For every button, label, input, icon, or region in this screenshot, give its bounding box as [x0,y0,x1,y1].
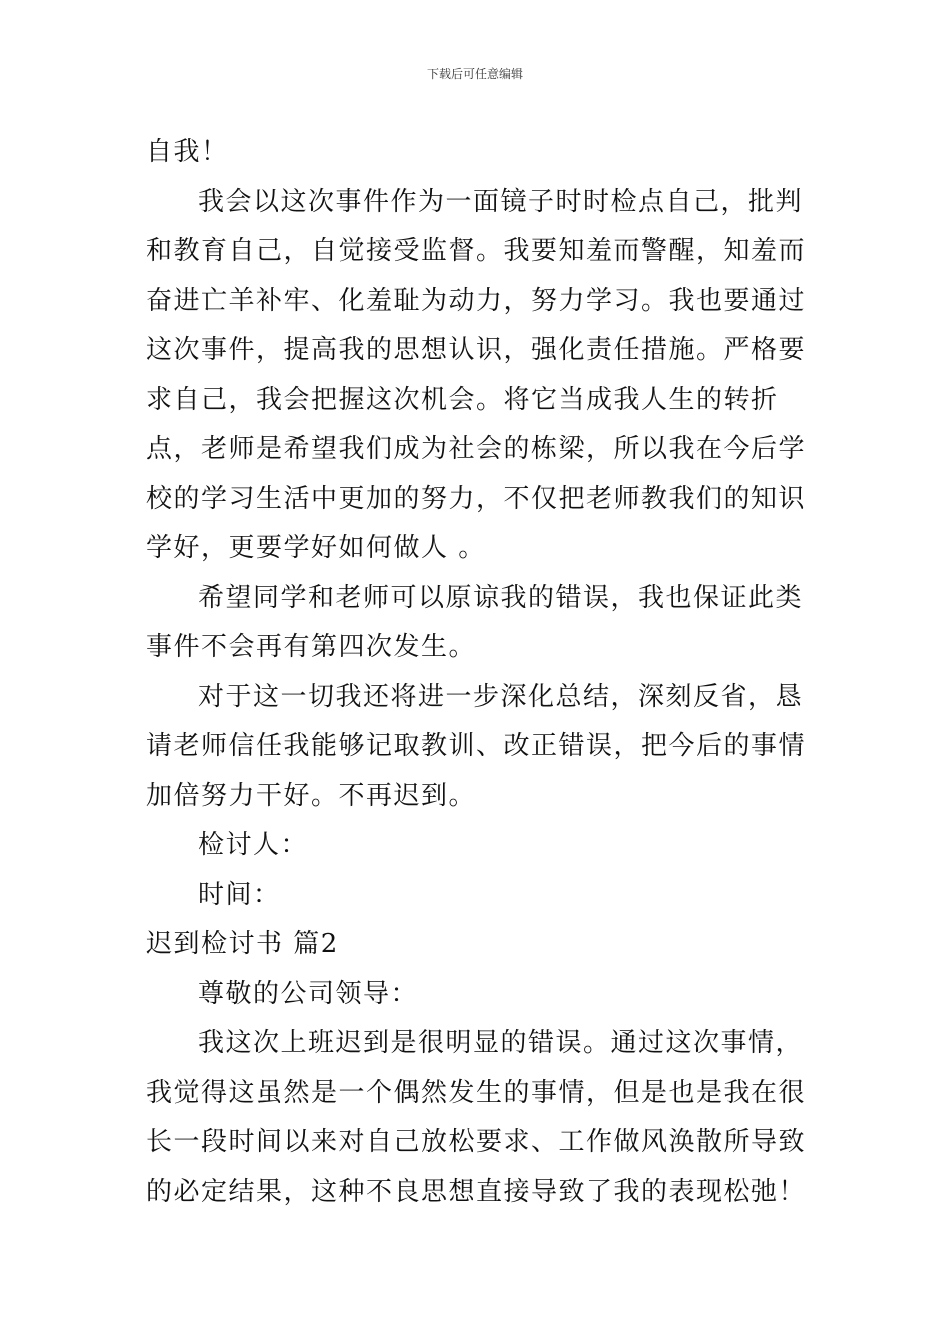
paragraph-self-reflection: 我会以这次事件作为一面镜子时时检点自己，批判和教育自己，自觉接受监督。我要知羞而警醒，知羞而奋进亡羊补牢、化羞耻为动力，努力学习。我也要通过这次事件，提高我的思想认识，强化责任措施。严格要求自己，我会把握这次机会。将它当成我人生的转折点，老师是希望我们成为社会的栋梁，所以我在今后学校的学习生活中更加的努力，不仅把老师教我们的知识学好，更要学好如何做人 。 [146,186,807,563]
paragraph-lateness: 我这次上班迟到是很明显的错误。通过这次事情，我觉得这虽然是一个偶然发生的事情，但是也是我在很长一段时间以来对自己放松要求、工作做风涣散所导致的必定结果，这种不良思想直接导致了我的表现松弛！ [146,1028,807,1207]
signature-line: 检讨人： [198,830,309,860]
paragraph-commitment: 对于这一切我还将进一步深化总结，深刻反省，恳请老师信任我能够记取教训、改正错误，把今后的事情加倍努力干好。不再迟到。 [146,681,807,811]
date-line: 时间： [198,879,281,910]
page-header-note: 下载后可任意编辑 [426,67,523,81]
paragraph-apology: 希望同学和老师可以原谅我的错误，我也保证此类事件不会再有第四次发生。 [146,582,804,662]
paragraph-continuation: 自我！ [146,137,229,167]
section-title: 迟到检讨书 篇2 [146,929,339,959]
salutation: 尊敬的公司领导： [198,978,419,1009]
document-body [146,128,810,1217]
